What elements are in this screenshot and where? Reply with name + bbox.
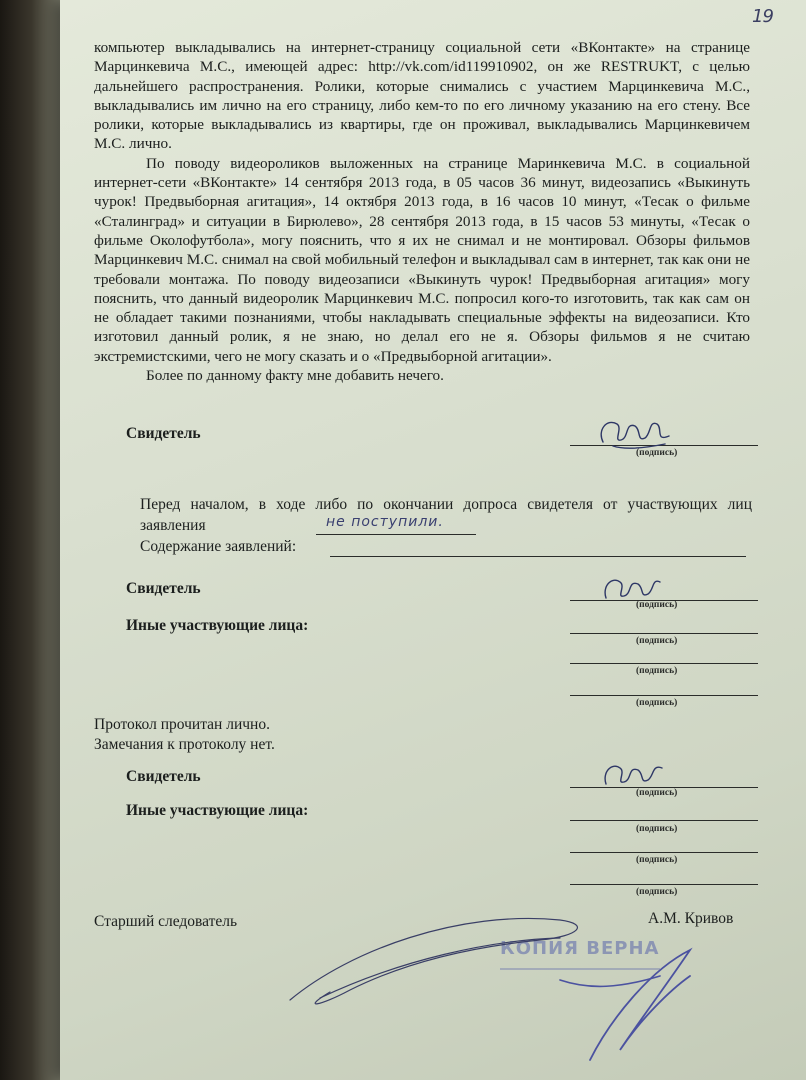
signature-caption-3: (подпись) [636,788,678,798]
other-participants-label-1: Иные участвующие лица: [126,617,309,634]
statement-intro-text: Перед началом, в ходе либо по окончании допроса свидетеля от участвующих лиц заявления [140,496,752,534]
participant-line-2 [570,663,758,664]
participant-caption-3: (подпись) [636,698,678,708]
statement-content-line [330,556,746,557]
paragraph-2: По поводу видеороликов выложенных на странице Маринкевича М.С. в социальной интернет-сети «ВКонтакте» 14 сентября 2013 года, в 05 часов 36 минут, видеозапись «Выкинуть чурок! Предвыборная агитация», 14 октября 2013 года, в 16 часов 10 минут, «Тесак о фильме «Сталинград» и ситуации в Бирюлево», 28 сентября 2013 года, в 15 часов 53 минуты, «Тесак о фильме Околофутбола», могу пояснить, что я их не снимал и не монтировал. Обзоры фильмов Марцинкевич М.С. снимал на свой мобильный телефон и выкладывал сам в интернет, так как они не требовали монтажа. По поводу видеозаписи «Выкинуть чурок! Предвыборная агитация» могу пояснить, что данный видеоролик Марцинкевич М.С. попросил кого-то изготовить, так как сам он не обладает такими познаниями, чтобы накладывать специальные эффекты на видеозаписи. Кто изготовил данный ролик, я не знаю, но делал его не я. Обзоры фильмов я не считаю экстремистскими, чего не могу сказать и о «Предвыборной агитации». [94,154,750,365]
investigator-title: Старший следователь [94,913,238,930]
participant-caption-5: (подпись) [636,855,678,865]
witness-signature-2 [600,572,670,606]
participant-line-1 [570,633,758,634]
participant-caption-1: (подпись) [636,636,678,646]
statement-content-label: Содержание заявлений: [140,538,297,555]
witness-signature-1 [595,412,675,452]
other-participants-label-2: Иные участвующие лица: [126,802,309,819]
signature-caption-1: (подпись) [636,448,678,458]
participant-caption-4: (подпись) [636,824,678,834]
participant-line-3 [570,695,758,696]
document-page [60,0,806,1080]
witness-signature-3 [600,758,672,792]
statement-intro [140,494,752,536]
statement-underline [316,534,476,535]
participant-caption-2: (подпись) [636,666,678,676]
investigator-name: А.М. Кривов [648,910,734,927]
witness-label-3: Свидетель [126,768,201,785]
participant-caption-6: (подпись) [636,887,678,897]
participant-line-5 [570,852,758,853]
witness-label-2: Свидетель [126,580,201,597]
copy-stamp: КОПИЯ ВЕРНА [500,938,660,959]
statement-handwritten: не поступили. [326,514,444,530]
protocol-read: Протокол прочитан лично. [94,716,270,733]
investigator-signature [260,880,700,1070]
participant-line-4 [570,820,758,821]
page-number: 19 [752,6,773,27]
paragraph-1: компьютер выкладывались на интернет-страницу социальной сети «ВКонтакте» на странице Марцинкевича М.С., имеющей адрес: http://vk.com/id119910902, он же RESTRUKT, с целью дальнейшего распространения. Ролики, которые снимались с участием Марцинкевича М.С., выкладывались им лично на его страницу, либо кем-то по его личному указанию на его стену. Все ролики, которые выкладывались из квартиры, где он проживал, выкладывались Марцинкевичем М.С. лично. [94,39,750,153]
paragraph-3: Более по данному факту мне добавить нечего. [146,367,444,385]
no-remarks: Замечания к протоколу нет. [94,736,275,753]
body-text [94,38,750,385]
witness-label-1: Свидетель [126,425,201,442]
signature-caption-2: (подпись) [636,600,678,610]
